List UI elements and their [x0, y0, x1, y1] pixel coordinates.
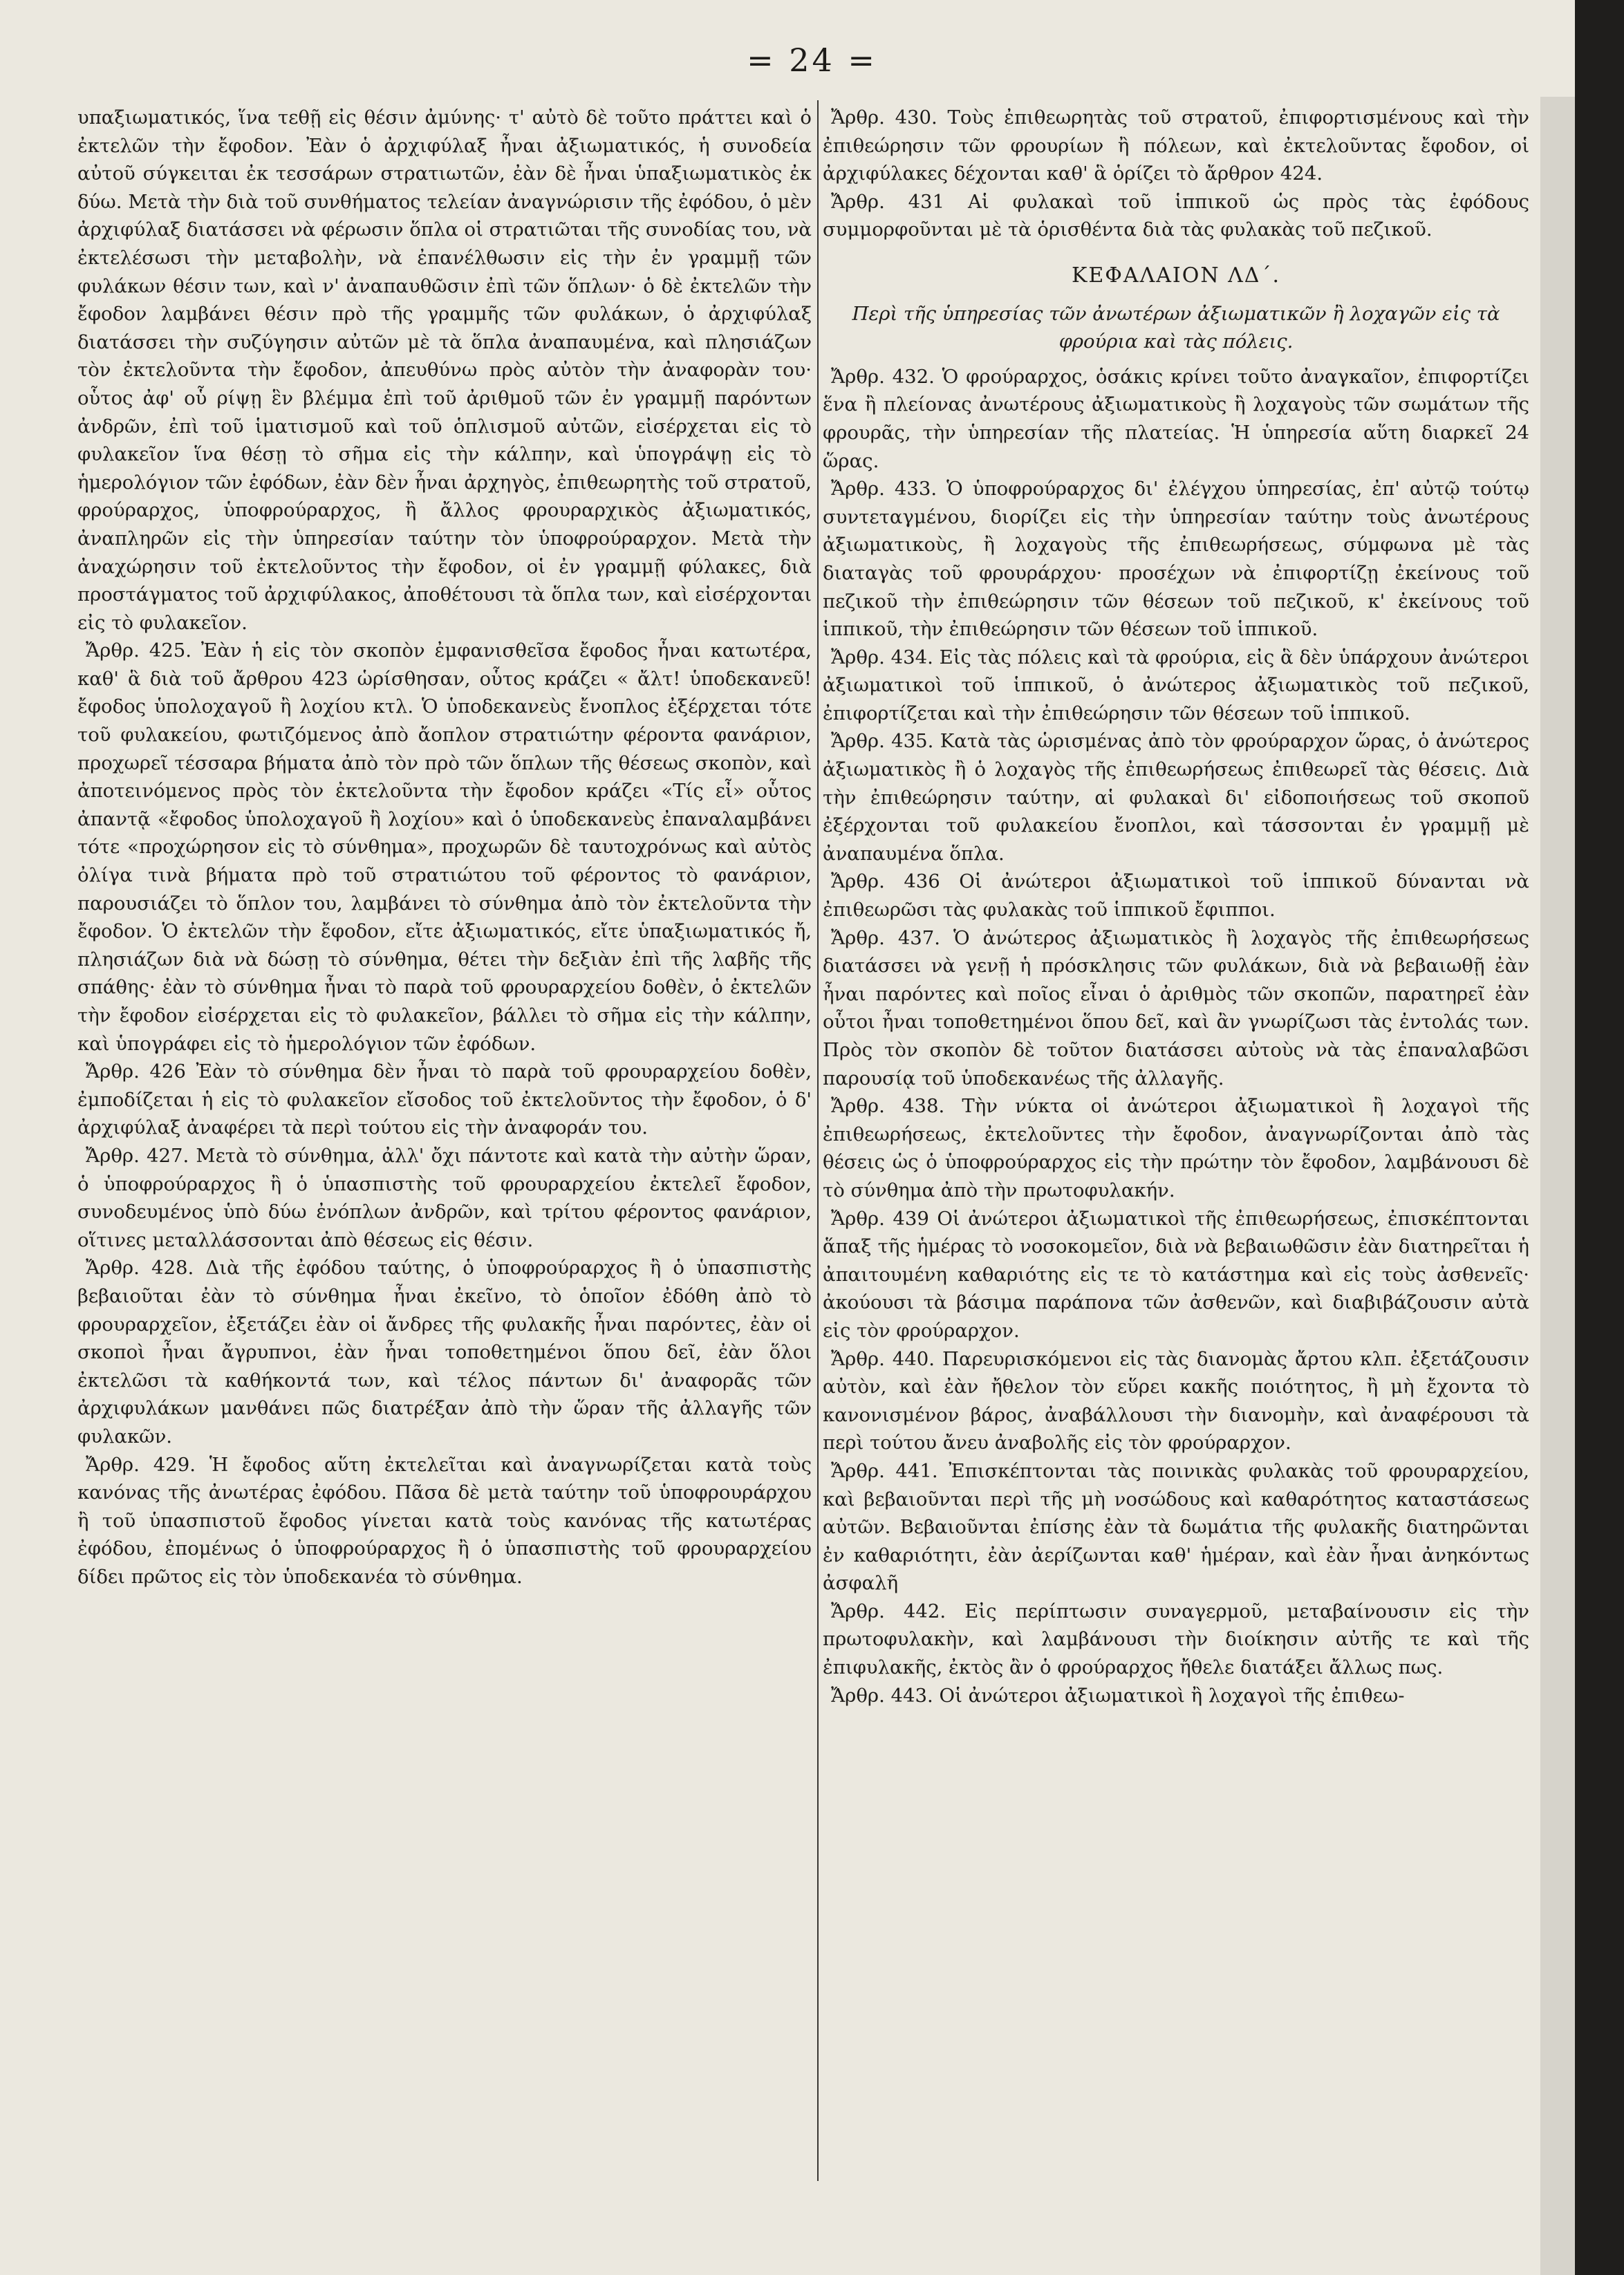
article-433: Ἄρθρ. 433. Ὁ ὑποφρούραρχος δι' ἐλέγχου ὑπηρεσίας, ἐπ' αὐτῷ τούτῳ συντεταγμένου, διορίζει εἰς τὴν ὑπηρεσίαν ταύτην τοὺς ἀνωτέρους ἀξιωματικοὺς, ἢ λοχαγοὺς τῆς ἐπιθεωρήσεως, σύμφωνα μὲ τὰς διαταγὰς τοῦ φρουράρχου· προσέχων νὰ ἐπιφορτίζῃ ἐκείνους τοῦ πεζικοῦ τὴν ἐπιθεώρησιν τῶν θέσεων τοῦ πεζικοῦ, κ' ἐκείνους τοῦ ἱππικοῦ, τὴν ἐπιθεώρησιν τῶν θέσεων τοῦ ἱππικοῦ. — [823, 478, 1529, 641]
article-431: Ἄρθρ. 431 Αἱ φυλακαὶ τοῦ ἱππικοῦ ὡς πρὸς τὰς ἐφόδους συμμορφοῦνται μὲ τὰ ὁρισθέντα διὰ τὰς φυλακὰς τοῦ πεζικοῦ. — [823, 190, 1529, 241]
article-425: Ἄρθρ. 425. Ἐὰν ἡ εἰς τὸν σκοπὸν ἐμφανισθεῖσα ἔφοδος ἦναι κατωτέρα, καθ' ἃ διὰ τοῦ ἄρθρου 423 ὡρίσθησαν, οὗτος κράζει « ἄλτ! ὑποδεκανεῦ! ἔφοδος ὑπολοχαγοῦ ἢ λοχίου κτλ. Ὁ ὑποδεκανεὺς ἔνοπλος ἐξέρχεται τότε τοῦ φυλακείου, φωτιζόμενος ἀπὸ ἄοπλον στρατιώτην φέροντα φανάριον, προχωρεῖ τέσσαρα βήματα ἀπὸ τὸν πρὸ τῶν ὅπλων τῆς θέσεως σκοπὸν, καὶ ἀποτεινόμενος πρὸς τὸν ἐκτελοῦντα τὴν ἔφοδον κράζει «Τίς εἶ» οὗτος ἀπαντᾷ «ἔφοδος ὑπολοχαγοῦ ἢ λοχίου» καὶ ὁ ὑποδεκανεὺς ἐπαναλαμβάνει τότε «προχώρησον εἰς τὸ σύνθημα», προχωρῶν δὲ ταυτοχρόνως καὶ αὐτὸς ὀλίγα τινὰ βήματα πρὸ τοῦ στρατιώτου τοῦ φέροντος τὸ φανάριον, παρουσιάζει τὸ ὅπλον του, λαμβάνει τὸ σύνθημα ἀπὸ τὸν ἐκτελοῦντα τὴν ἔφοδον. Ὁ ἐκτελῶν τὴν ἔφοδον, εἴτε ἀξιωματικός, εἴτε ὑπαξιωματικός ἤ, πλησιάζων διὰ νὰ δώσῃ τὸ σύνθημα, θέτει τὴν δεξιὰν ἐπὶ τῆς λαβῆς τῆς σπάθης· ἐὰν τὸ σύνθημα ἦναι τὸ παρὰ τοῦ φρουραρχείου δοθὲν, ὁ ἐκτελῶν τὴν ἔφοδον εἰσέρχεται εἰς τὸ φυλακεῖον, βάλλει τὸ σῆμα εἰς τὴν κάλπην, καὶ ὑπογράφει εἰς τὸ ἡμερολόγιον τῶν ἐφόδων. — [77, 639, 812, 1055]
article-442: Ἄρθρ. 442. Εἰς περίπτωσιν συναγερμοῦ, μεταβαίνουσιν εἰς τὴν πρωτοφυλακὴν, καὶ λαμβάνουσι τὴν διοίκησιν αὐτῆς τε καὶ τῆς ἐπιφυλακῆς, ἐκτὸς ἂν ὁ φρούραρχος ἤθελε διατάξει ἄλλως πως. — [823, 1600, 1529, 1679]
article-443: Ἄρθρ. 443. Οἱ ἀνώτεροι ἀξιωματικοὶ ἢ λοχαγοὶ τῆς ἐπιθεω- — [831, 1684, 1405, 1707]
article-432: Ἄρθρ. 432. Ὁ φρούραρχος, ὁσάκις κρίνει τοῦτο ἀναγκαῖον, ἐπιφορτίζει ἕνα ἢ πλείονας ἀνωτέρους ἀξιωματικοὺς ἢ λοχαγοὺς τῶν σωμάτων τῆς φρουρᾶς, τὴν ὑπηρεσίαν τῆς πλατείας. Ἡ ὑπηρεσία αὕτη διαρκεῖ 24 ὥρας. — [823, 365, 1529, 472]
adjacent-page-edge — [1540, 97, 1575, 2275]
article-440: Ἄρθρ. 440. Παρευρισκόμενοι εἰς τὰς διανομὰς ἄρτου κλπ. ἐξετάζουσιν αὐτὸν, καὶ ἐὰν ἤθελον τὸν εὕρει κακῆς ποιότητος, ἢ μὴ ἔχοντα τὸ κανονισμένον βάρος, ἀναβάλλουσι τὴν διανομὴν, καὶ ἀναφέρουσι τὰ περὶ τούτου ἄνευ ἀναβολῆς εἰς τὸν φρούραρχον. — [823, 1347, 1529, 1454]
page-number: = 24 = — [747, 41, 877, 79]
paragraph-continuation: υπαξιωματικός, ἵνα τεθῇ εἰς θέσιν ἀμύνης· τ' αὐτὸ δὲ τοῦτο πράττει καὶ ὁ ἐκτελῶν τὴν ἔφοδον. Ἐὰν ὁ ἀρχιφύλαξ ἦναι ἀξιωματικός, ἡ συνοδεία αὐτοῦ σύγκειται ἐκ τεσσάρων στρατιωτῶν, ἐὰν δὲ ἦναι ὑπαξιωματικὸς ἐκ δύω. Μετὰ τὴν διὰ τοῦ συνθήματος τελείαν ἀναγνώρισιν τῆς ἐφόδου, ὁ μὲν ἀρχιφύλαξ διατάσσει νὰ φέρωσιν ὅπλα οἱ στρατιῶται τῆς συνοδίας του, νὰ ἐκτελέσωσι τὴν μεταβολὴν, νὰ ἐπανέλθωσιν εἰς τὴν ἐν γραμμῇ τῶν φυλάκων θέσιν των, καὶ ν' ἀναπαυθῶσιν ἐπὶ τῶν ὅπλων· ὁ δὲ ἐκτελῶν τὴν ἔφοδον λαμβάνει θέσιν πρὸ τῆς γραμμῆς τῶν φυλάκων, ὁ ἀρχιφύλαξ διατάσσει τὴν συζύγησιν αὐτῶν μὲ τὰ ὅπλα ἀναπαυμένα, καὶ πλησιάζων τὸν ἐκτελοῦντα τὴν ἔφοδον, ἀπευθύνω πρὸς αὐτὸν τὴν ἀναφορὰν του· οὗτος ἀφ' οὗ ρίψῃ ἓν βλέμμα ἐπὶ τοῦ ἀριθμοῦ τῶν ἐν γραμμῇ παρόντων ἀνδρῶν, ἐπὶ τοῦ ἱματισμοῦ καὶ τοῦ ὁπλισμοῦ αὐτῶν, εἰσέρχεται εἰς τὸ φυλακεῖον ἵνα θέσῃ τὸ σῆμα εἰς τὴν κάλπην, καὶ ὑπογράψῃ εἰς τὸ ἡμερολόγιον τῶν ἐφόδων, ἐὰν δὲν ἦναι ἀρχηγὸς, ἐπιθεωρητὴς τοῦ στρατοῦ, φρούραρχος, ὑποφρούραρχος, ἢ ἄλλος φρουραρχικὸς ἀξιωματικός, ἀναπληρῶν εἰς τὴν ὑπηρεσίαν ταύτην τὸν ὑποφρούραρχον. Μετὰ τὴν ἀναχώρησιν τοῦ ἐκτελοῦντος τὴν ἔφοδον, οἱ ἐν γραμμῇ φύλακες, διὰ προστάγματος τοῦ ἀρχιφύλακος, ἀποθέτουσι τὰ ὅπλα των, καὶ εἰσέρχονται εἰς τὸ φυλακεῖον. — [77, 106, 812, 634]
article-439: Ἄρθρ. 439 Οἱ ἀνώτεροι ἀξιωματικοὶ τῆς ἐπιθεωρήσεως, ἐπισκέπτονται ἅπαξ τῆς ἡμέρας τὸ νοσοκομεῖον, διὰ νὰ βεβαιωθῶσιν ἐὰν διατηρεῖται ἡ ἀπαιτουμένη καθαριότης εἰς τε τὸ κατάστημα καὶ εἰς τοὺς ἀσθενεῖς· ἀκούουσι τὰ βάσιμα παράπονα τῶν ἀσθενῶν, καὶ διαβιβάζουσιν αὐτὰ εἰς τὸν φρούραρχον. — [823, 1207, 1529, 1342]
column-divider — [817, 100, 819, 2181]
article-426: Ἄρθρ. 426 Ἐὰν τὸ σύνθημα δὲν ἦναι τὸ παρὰ τοῦ φρουραρχείου δοθὲν, ἐμποδίζεται ἡ εἰς τὸ φυλακεῖον εἴσοδος τοῦ ἐκτελοῦντος τὴν ἔφοδον, ὁ δ' ἀρχιφύλαξ ἀναφέρει τὰ περὶ τούτου εἰς τὴν ἀναφοράν του. — [77, 1060, 812, 1139]
article-428: Ἄρθρ. 428. Διὰ τῆς ἐφόδου ταύτης, ὁ ὑποφρούραρχος ἢ ὁ ὑπασπιστὴς βεβαιοῦται ἐὰν τὸ σύνθημα ἦναι ἐκεῖνο, τὸ ὁποῖον ἐδόθη ἀπὸ τὸ φρουραρχεῖον, ἐξετάζει ἐὰν οἱ ἄνδρες τῆς φυλακῆς ἦναι παρόντες, ἐὰν οἱ σκοποὶ ἦναι ἄγρυπνοι, ἐὰν ἦναι τοποθετημένοι ὅπου δεῖ, ἐὰν ὅλοι ἐκτελῶσι τὰ καθήκοντά των, καὶ τέλος πάντων δι' ἀναφορᾶς τῶν ἀρχιφυλάκων μανθάνει πῶς διατρέξαν ἀπὸ τὴν ὥραν τῆς ἀλλαγῆς τῶν φυλακῶν. — [77, 1257, 812, 1448]
article-441: Ἄρθρ. 441. Ἐπισκέπτονται τὰς ποινικὰς φυλακὰς τοῦ φρουραρχείου, καὶ βεβαιοῦνται περὶ τῆς μὴ νοσώδους καὶ καθαρότητος καταστάσεως αὐτῶν. Βεβαιοῦνται ἐπίσης ἐὰν τὰ δωμάτια τῆς φυλακῆς διατηρῶνται ἐν καθαριότητι, ἐὰν ἀερίζωνται καθ' ἡμέραν, καὶ ἐὰν ἦναι ἀνηκόντως ἀσφαλῆ — [823, 1459, 1529, 1595]
article-429: Ἄρθρ. 429. Ἡ ἔφοδος αὕτη ἐκτελεῖται καὶ ἀναγνωρίζεται κατὰ τοὺς κανόνας τῆς ἀνωτέρας ἐφόδου. Πᾶσα δὲ μετὰ ταύτην τοῦ ὑποφρουράρχου ἢ τοῦ ὑπασπιστοῦ ἔφοδος γίνεται κατὰ τοὺς κανόνας τῆς κατωτέρας ἐφόδου, ἐπομένως ὁ ὑποφρούραρχος ἢ ὁ ὑπασπιστὴς τοῦ φρουραρχείου δίδει πρῶτος εἰς τὸν ὑποδεκανέα τὸ σύνθημα. — [77, 1453, 812, 1588]
article-430: Ἄρθρ. 430. Τοὺς ἐπιθεωρητὰς τοῦ στρατοῦ, ἐπιφορτισμένους καὶ τὴν ἐπιθεώρησιν τῶν φρουρίων ἢ πόλεων, καὶ ἐκτελοῦντας ἔφοδον, οἱ ἀρχιφύλακες δέχονται καθ' ἃ ὁρίζει τὸ ἄρθρον 424. — [823, 106, 1529, 185]
left-column — [77, 104, 812, 1591]
chapter-title: ΚΕΦΑΛΑΙΟΝ ΛΔ΄. — [1072, 263, 1280, 288]
article-436: Ἄρθρ. 436 Οἱ ἀνώτεροι ἀξιωματικοὶ τοῦ ἱππικοῦ δύνανται νὰ ἐπιθεωρῶσι τὰς φυλακὰς τοῦ ἱππικοῦ ἔφιπποι. — [823, 870, 1529, 921]
article-434: Ἄρθρ. 434. Εἰς τὰς πόλεις καὶ τὰ φρούρια, εἰς ἃ δὲν ὑπάρχουν ἀνώτεροι ἀξιωματικοὶ τοῦ ἱππικοῦ, ὁ ἀνώτερος ἀξιωματικὸς τοῦ πεζικοῦ, ἐπιφορτίζεται καὶ τὴν ἐπιθεώρησιν τῶν θέσεων τοῦ ἱππικοῦ. — [823, 646, 1529, 724]
article-427: Ἄρθρ. 427. Μετὰ τὸ σύνθημα, ἀλλ' ὄχι πάντοτε καὶ κατὰ τὴν αὐτὴν ὥραν, ὁ ὑποφρούραρχος ἢ ὁ ὑπασπιστὴς τοῦ φρουραρχείου ἐκτελεῖ ἔφοδον, συνοδευμένος ὑπὸ δύω ἐνόπλων ἀνδρῶν, καὶ τρίτου φέροντος φανάριον, οἵτινες μεταλλάσσονται ἀπὸ θέσεως εἰς θέσιν. — [77, 1144, 812, 1251]
right-column — [823, 104, 1529, 1710]
article-435: Ἄρθρ. 435. Κατὰ τὰς ὡρισμένας ἀπὸ τὸν φρούραρχον ὥρας, ὁ ἀνώτερος ἀξιωματικὸς ἢ ὁ λοχαγὸς τῆς ἐπιθεωρήσεως ἐπιθεωρεῖ τὰς θέσεις. Διὰ τὴν ἐπιθεώρησιν ταύτην, αἱ φυλακαὶ δι' εἰδοποιήσεως τοῦ σκοποῦ ἐξέρχονται τοῦ φυλακείου ἔνοπλοι, καὶ τάσσονται ἐν γραμμῇ μὲ ἀναπαυμένα ὅπλα. — [823, 730, 1529, 865]
article-437: Ἄρθρ. 437. Ὁ ἀνώτερος ἀξιωματικὸς ἢ λοχαγὸς τῆς ἐπιθεωρήσεως διατάσσει νὰ γενῇ ἡ πρόσκλησις τῶν φυλάκων, διὰ νὰ βεβαιωθῇ ἐὰν ἦναι παρόντες καὶ ποῖος εἶναι ὁ ἀριθμὸς τῶν σκοπῶν, παρατηρεῖ ἐὰν οὗτοι ἦναι τοποθετημένοι ὅπου δεῖ, καὶ ἂν γνωρίζωσι τὰς ἐντολάς των. Πρὸς τὸν σκοπὸν δὲ τοῦτον διατάσσει αὐτοὺς νὰ τὰς ἐπαναλαβῶσι παρουσίᾳ τοῦ ὑποδεκανέως τῆς ἀλλαγῆς. — [823, 926, 1529, 1089]
binding-shadow — [1575, 0, 1624, 2275]
chapter-subtitle: Περὶ τῆς ὑπηρεσίας τῶν ἀνωτέρων ἀξιωματικῶν ἢ λοχαγῶν εἰς τὰ φρούρια καὶ τὰς πόλεις. — [852, 302, 1500, 353]
article-438: Ἄρθρ. 438. Τὴν νύκτα οἱ ἀνώτεροι ἀξιωματικοὶ ἢ λοχαγοὶ τῆς ἐπιθεωρήσεως, ἐκτελοῦντες τὴν ἔφοδον, ἀναγνωρίζονται ἀπὸ τὰς θέσεις ὡς ὁ ὑποφρούραρχος εἰς τὴν πρώτην τὸν ἔφοδον, λαμβάνουσι δὲ τὸ σύνθημα ἀπὸ τὴν πρωτοφυλακήν. — [823, 1095, 1529, 1201]
